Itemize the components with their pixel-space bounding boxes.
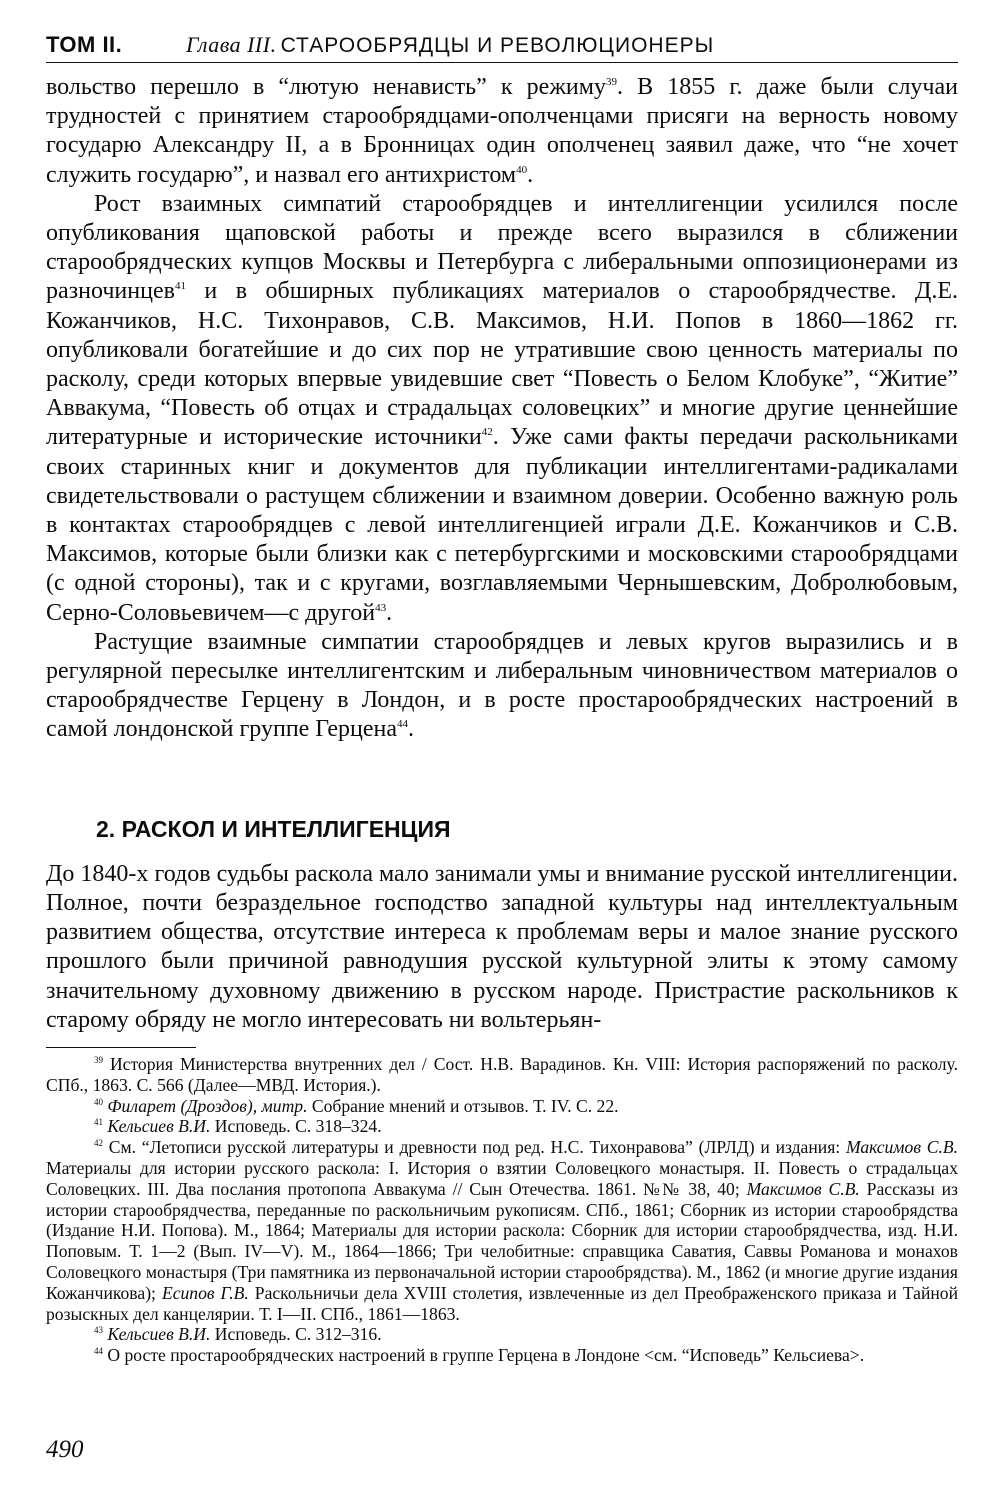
header-rule	[46, 62, 958, 63]
footnote-ref-43: 43	[375, 601, 387, 614]
footnote-44: $^{44}$ О росте простарообрядческих настроений в группе Герцена в Лондоне <см. “Исповедь” Кельсиева>.	[94, 1345, 865, 1366]
chapter-title: СТАРООБРЯДЦЫ И РЕВОЛЮЦИОНЕРЫ	[280, 34, 715, 57]
section-heading: 2. РАСКОЛ И ИНТЕЛЛИГЕНЦИЯ	[96, 815, 451, 842]
page-number: 490	[46, 1436, 84, 1463]
footnote-ref-44: 44	[397, 718, 408, 731]
footnote-42: $^{42}$ См. “Летописи русской литературы и древности под ред. Н.С. Тихонравова” (ЛРЛД) и издания: Максимов С.В. Материалы для истории русского раскола: I. История о взятии Соловецкого монастыря. II. Повесть о страдальцах Соловецких. III. Два послания протопопа Аввакума // Сын Отечества. 1861. №№ 38, 40; Максимов С.В. Рассказы из истории старообрядчества, переданные по раскольничьим рукописям. СПб., 1861; Сборник из истории старообрядства (Издание Н.И. Попова). М., 1864; Материалы для истории раскола: Сборник для истории старообрядчества, изд. Н.И. Поповым. Т. 1—2 (Вып. IV—V). М., 1864—1866; Три челобитные: справщика Саватия, Саввы Романова и монахов Соловецкого монастыря (Три памятника из первоначальной истории старообрядства). М., 1862 (и многие другие издания Кожанчикова); Есипов Г.В. Раскольничьи дела XVIII столетия, извлеченные из дел Преображенского приказа и Тайной розыскных дел канцелярии. Т. I—II. СПб., 1861—1863.	[46, 1137, 959, 1324]
book-page	[46, 24, 958, 1366]
footnote-41: $^{41}$ Кельсиев В.И. Исповедь. С. 318–324.	[94, 1116, 382, 1137]
footnote-40: $^{40}$ Филарет (Дроздов), митр. Собрание мнений и отзывов. Т. IV. С. 22.	[94, 1095, 619, 1116]
footnote-ref-42: 42	[481, 426, 493, 439]
footnote-ref-39: 39	[605, 76, 617, 88]
main-text	[46, 73, 958, 1035]
section-paragraph: До 1840-х годов судьбы раскола мало занимали умы и внимание русской интеллигенции. Полное, почти безраздельное господство западной культуры над интеллектуальным развитием общества, отсутствие интереса к проблемам веры и малое знание русского прошлого были причиной равнодушия русской культурной элиты к этому самому значительному духовному движению в русском народе. Пристрастие раскольников к старому обряду не могло интересовать ни вольтерьян-	[46, 860, 958, 1033]
footnote-ref-40: 40	[516, 163, 528, 176]
running-header	[46, 24, 958, 58]
footnote-39: $^{39}$ История Министерства внутренних дел / Сост. Н.В. Варадинов. Кн. VIII: История распоряжений по расколу. СПб., 1863. С. 566 (Далее—МВД. История.).	[46, 1054, 958, 1095]
footnote-rule	[46, 1047, 196, 1048]
paragraph-2: Рост взаимных симпатий старообрядцев и интеллигенции усилился после опубликования щаповской работы и прежде всего выразился в сближении старообрядческих купцов Москвы и Петербурга с либеральными оппозиционерами из разночинцев$^{41}$ и в обширных публикациях материалов о старообрядчестве. Д.Е. Кожанчиков, Н.С. Тихонравов, С.В. Максимов, Н.И. Попов в 1860—1862 гг. опубликовали богатейшие и до сих пор не утратившие свою ценность материалы по расколу, среди которых впервые увидевшие свет “Повесть о Белом Клобуке”, “Житие” Аввакума, “Повесть об отцах и страдальцах соловецких” и многие другие ценнейшие литературные и исторические источники$^{42}$. Уже сами факты передачи раскольниками своих старинных книг и документов для публикации интеллигентами-радикалами свидетельствовали о растущем сближении и взаимном доверии. Особенно важную роль в контактах старообрядцев с левой интеллигенцией играли Д.Е. Кожанчиков и С.В. Максимов, которые были близки как с петербургскими и московскими старообрядцами (с одной стороны), так и с кругами, возглавляемыми Чернышевским, Добролюбовым, Серно-Соловьевичем—с другой$^{43}$.	[46, 190, 958, 626]
footnotes	[46, 1054, 958, 1366]
footnote-ref-41: 41	[174, 280, 186, 293]
paragraph-3: Растущие взаимные симпатии старообрядцев и левых кругов выразились и в регулярной пересылке интеллигентским и либеральным чиновничеством материалов о старообрядчестве Герцену в Лондон, и в росте простарообрядческих настроений в самой лондонской группе Герцена$^{44}$.	[46, 628, 958, 743]
paragraph-1: вольство перешло в “лютую ненависть” к режиму$^{39}$. В 1855 г. даже были случаи трудностей с принятием старообрядцами-ополченцами присяги на верность новому государю Александру II, а в Бронницах один ополченец заявил даже, что “не хочет служить государю”, и назвал его антихристом$^{40}$.	[46, 74, 958, 188]
chapter-number: Глава III.	[186, 32, 277, 57]
footnote-43: $^{43}$ Кельсиев В.И. Исповедь. С. 312–316.	[94, 1324, 382, 1345]
volume-label: ТОМ II.	[46, 32, 123, 57]
